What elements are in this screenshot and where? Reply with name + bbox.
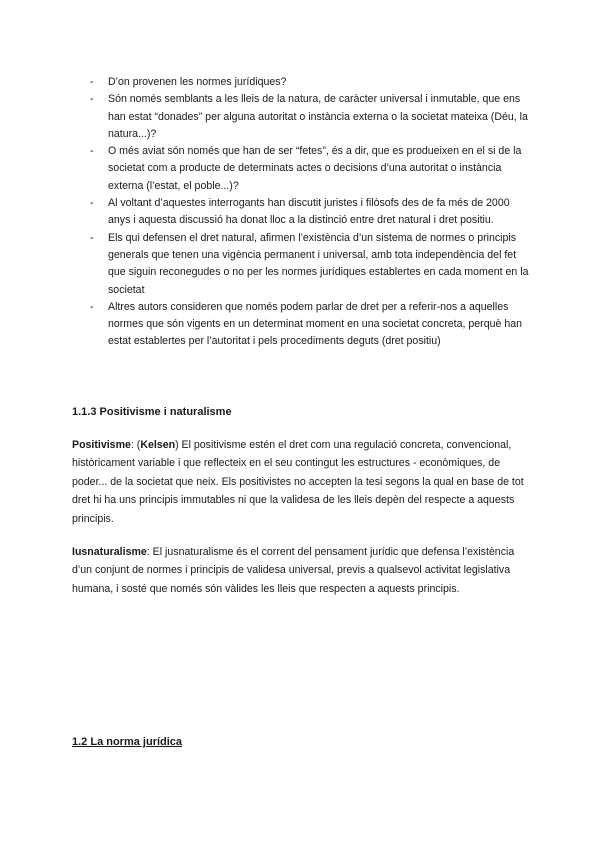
list-item-text: D’on provenen les normes jurídiques?: [108, 76, 287, 88]
iusnaturalisme-text: El jusnaturalisme és el corrent del pensament jurídic que defensa l’existència d’un conjunt de normes i principis de validesa universal, previs a qualsevol activitat legislativa humana, i sosté que només són vàlides les lleis que respecten a aquests principis.: [72, 546, 515, 595]
list-item: [90, 195, 530, 230]
positivisme-close: ): [175, 439, 179, 451]
list-item-text: Altres autors consideren que només podem parlar de dret per a referir-nos a aquelles normes que són vigents en un determinat moment en una societat concreta, perquè han estat establertes per l’autoritat i pels procediments deguts (dret positiu): [108, 300, 522, 348]
bullet-marker: -: [90, 76, 94, 88]
bullet-marker: -: [90, 300, 94, 313]
list-item-text: Són només semblants a les lleis de la natura, de caràcter universal i inmutable, que ens han estat “donades” per alguna autoritat o instància externa o la societat mateixa (Déu, la natura...)?: [108, 93, 528, 140]
iusnaturalisme-separator: :: [146, 546, 150, 558]
section-heading-positivisme-naturalisme: 1.1.3 Positivisme i naturalisme: [72, 406, 232, 418]
list-item: [90, 299, 530, 351]
bullet-marker: -: [90, 145, 94, 158]
question-list: [90, 74, 530, 351]
positivisme-separator: : (: [130, 439, 141, 451]
kelsen-author: Kelsen: [140, 439, 176, 451]
positivisme-text: El positivisme estén el dret com una regulació concreta, convencional, històricament variable i que reflecteix en el seu contingut les estructures - econòmiques, de poder... de la societat que neix. Els positivistes no accepten la tesi segons la qual en base de tot dret hi ha uns principis immutables ni que la validesa de les lleis depèn del respecte a aquests principis.: [72, 439, 524, 525]
list-item-text: Al voltant d’aquestes interrogants han discutit juristes i filòsofs des de fa més de 2000 anys i aquesta discussió ha donat lloc a la distinció entre dret natural i dret positiu.: [108, 197, 510, 227]
bullet-marker: -: [90, 93, 94, 106]
list-item-text: Els qui defensen el dret natural, afirmen l’existència d’un sistema de normes o principis generals que tenen una vigència permanent i universal, amb tota independència del fet que siguin reconegudes o no per les normes jurídiques establertes en cada moment en la societat: [108, 231, 529, 296]
list-item-text: O més aviat són només que han de ser “fetes”, és a dir, que es produeixen en el si de la societat com a producte de determinats actes o decisions d’una autoritat o instància externa (l’estat, el poble...)?: [108, 145, 522, 192]
iusnaturalisme-term: Iusnaturalisme: [72, 546, 147, 558]
section-heading-norma-juridica: 1.2 La norma jurídica: [72, 736, 183, 748]
list-item: [90, 143, 530, 195]
iusnaturalisme-paragraph: [72, 543, 530, 598]
list-item: [90, 74, 530, 91]
list-item: [90, 91, 530, 143]
bullet-marker: -: [90, 197, 94, 210]
positivisme-term: Positivisme: [72, 439, 131, 451]
list-item: [90, 230, 530, 299]
bullet-marker: -: [90, 231, 94, 244]
positivisme-paragraph: [72, 436, 530, 528]
